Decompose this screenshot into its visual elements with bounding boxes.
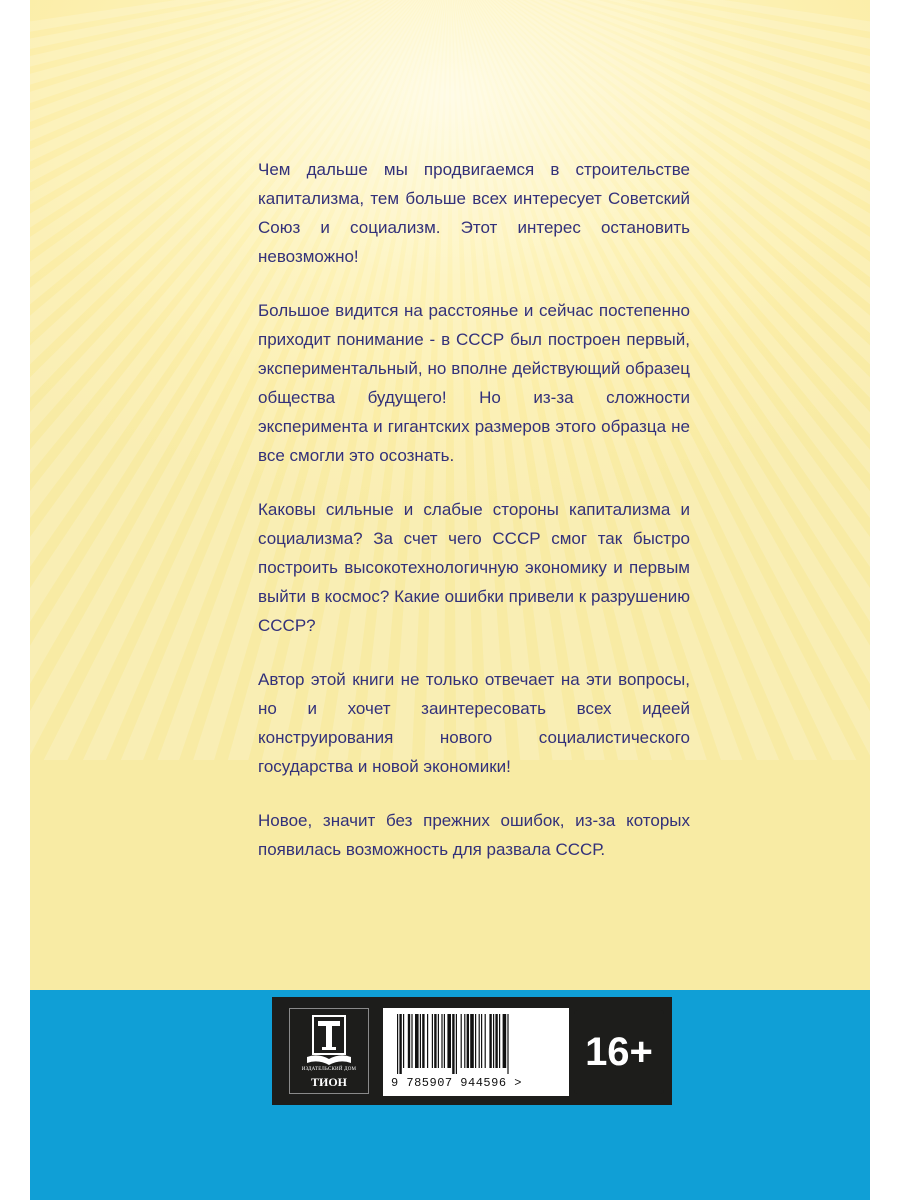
isbn-number: 9 785907 944596 > [391, 1076, 522, 1090]
blurb-paragraph-2: Большое видится на расстоянье и сейчас постепенно приходит понимание - в СССР был построен первый, экспериментальный, но вполне действующий образец общества будущего! Но из-за сложности эксперимента и гигантских размеров этого образца не все смогли это осознать. [258, 301, 690, 465]
blurb-paragraph-3: Каковы сильные и слабые стороны капитализма и социализма? За счет чего СССР смог так быстро построить высокотехнологичную экономику и первым выйти в космос? Какие ошибки привели к разрушению СССР? [258, 500, 690, 635]
publisher-caption: ИЗДАТЕЛЬСКИЙ ДОМ [301, 1067, 357, 1072]
publisher-logo [289, 1008, 369, 1094]
blurb-paragraph-1: Чем дальше мы продвигаемся в строительстве капитализма, тем больше всех интересует Советский Союз и социализм. Этот интерес остановить невозможно! [258, 160, 690, 266]
blurb-paragraph-5: Новое, значит без прежних ошибок, из-за которых появилась возможность для развала СССР. [258, 811, 690, 859]
blurb-paragraph-4: Автор этой книги не только отвечает на эти вопросы, но и хочет заинтересовать всех идеей конструирования нового социалистического государства и новой экономики! [258, 670, 690, 776]
age-rating-badge: 16+ [574, 1010, 664, 1094]
publisher-name: ТИОН [310, 1075, 347, 1089]
book-letter-t-icon [304, 1013, 354, 1067]
isbn-barcode [383, 1008, 569, 1096]
barcode-bars [397, 1014, 555, 1074]
blurb-text [258, 155, 690, 864]
